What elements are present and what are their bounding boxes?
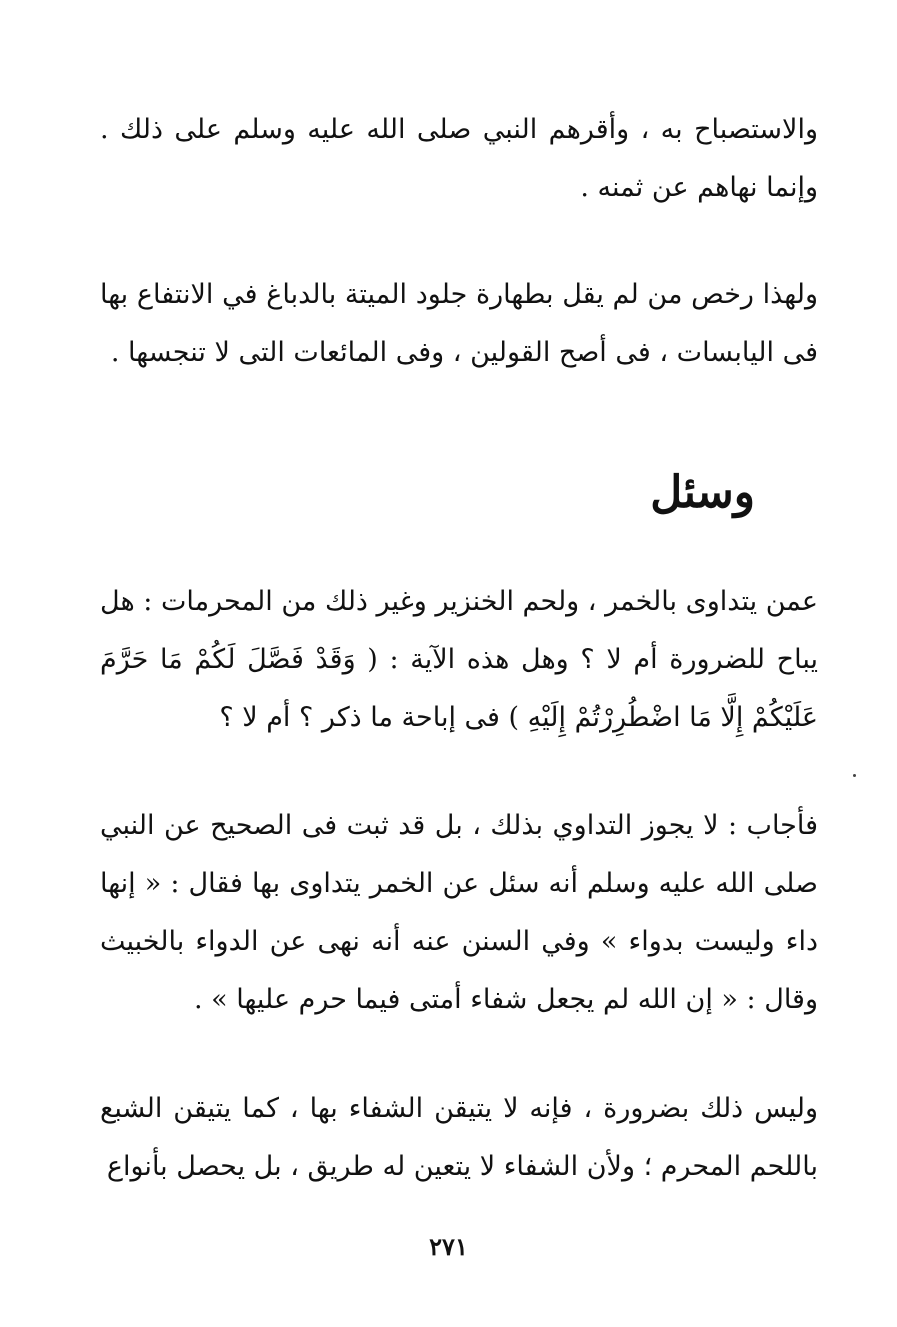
paragraph-2: ولهذا رخص من لم يقل بطهارة جلود الميتة بالدباغ في الانتفاع بها فى اليابسات ، فى أصح القولين ، وفى المائعات التى لا تنجسها . xyxy=(100,279,818,368)
page-number: ٢٧١ xyxy=(429,1232,468,1261)
answer-paragraph: فأجاب : لا يجوز التداوي بذلك ، بل قد ثبت فى الصحيح عن النبي صلى الله عليه وسلم أنه سئل عن الخمر يتداوى بها فقال : « إنها داء وليست بدواء » وفي السنن عنه أنه نهى عن الدواء بالخبيث وقال : « إن الله لم يجعل شفاء أمتى فيما حرم عليها » . xyxy=(100,810,818,1015)
paragraph-5: وليس ذلك بضرورة ، فإنه لا يتيقن الشفاء بها ، كما يتيقن الشبع باللحم المحرم ؛ ولأن الشفاء لا يتعين له طريق ، بل يحصل بأنواع xyxy=(100,1093,818,1182)
scan-speck xyxy=(853,774,856,777)
question-paragraph: عمن يتداوى بالخمر ، ولحم الخنزير وغير ذلك من المحرمات : هل يباح للضرورة أم لا ؟ وهل هذه الآية : ( وَقَدْ فَصَّلَ لَكُمْ مَا حَرَّمَ عَلَيْكُمْ إِلَّا مَا اضْطُرِرْتُمْ إِلَيْهِ ) فى إباحة ما ذكر ؟ أم لا ؟ xyxy=(100,586,818,733)
paragraph-1: والاستصباح به ، وأقرهم النبي صلى الله عليه وسلم على ذلك . وإنما نهاهم عن ثمنه . xyxy=(100,114,818,203)
section-heading: وسئل xyxy=(650,467,755,518)
